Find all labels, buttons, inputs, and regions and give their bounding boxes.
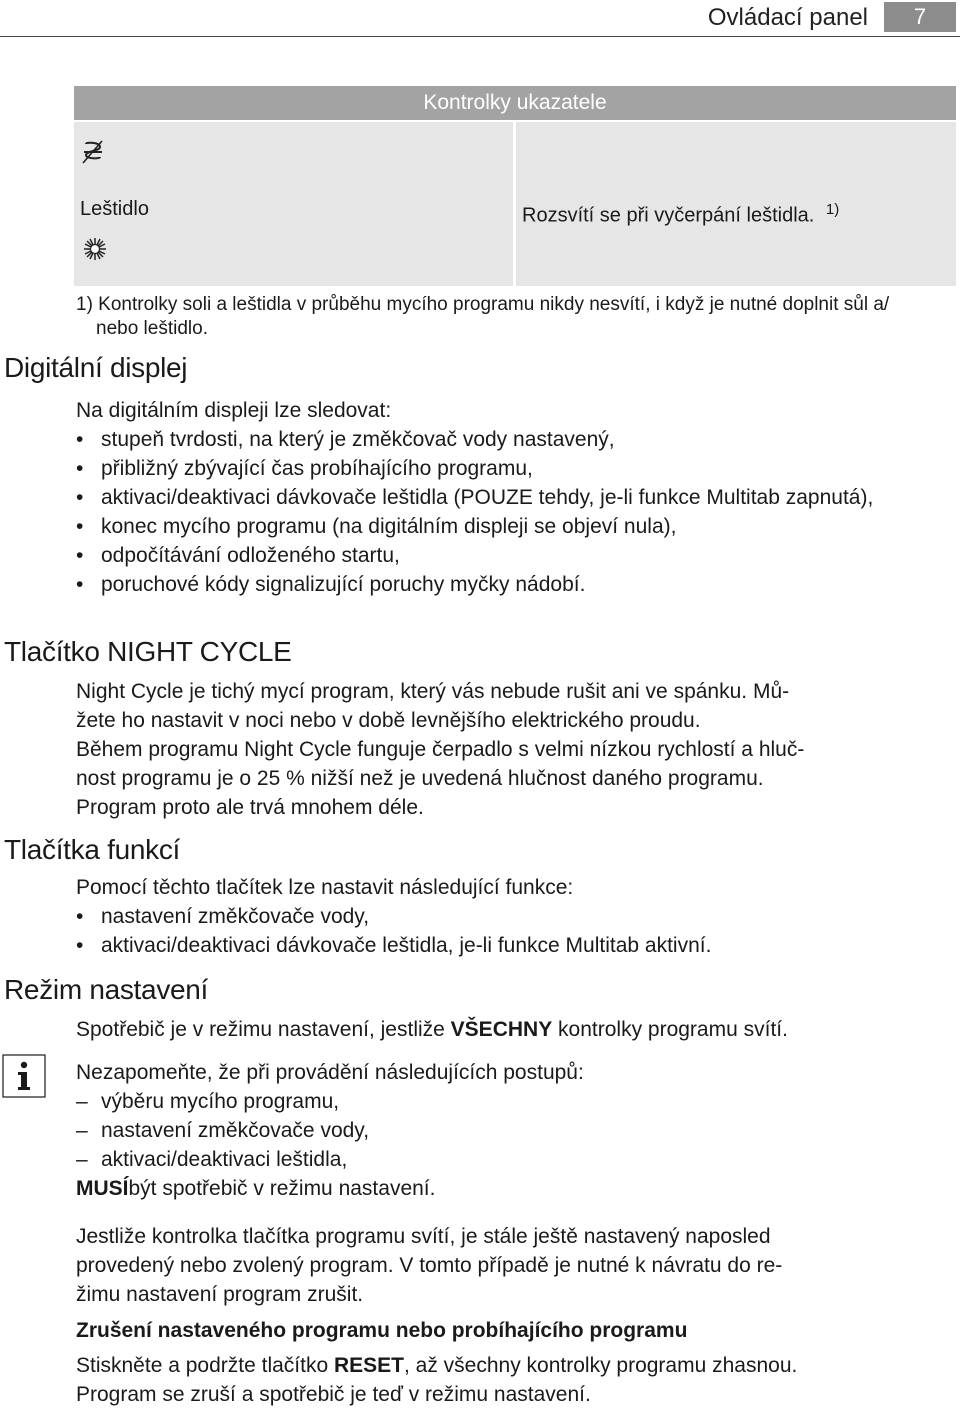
- page-header-title: Ovládací panel: [707, 4, 868, 31]
- row-description: Rozsvítí se při vyčerpání leštidla. $^{1)}$: [522, 201, 840, 227]
- list-item: • odpočítávání odloženého startu,: [76, 541, 956, 570]
- header-divider: [0, 36, 960, 37]
- row-label: Leštidlo: [80, 198, 149, 220]
- night-cycle-line: žete ho nastavit v noci nebo v době levnějšího elektrického proudu.: [76, 709, 701, 732]
- night-cycle-section: [76, 677, 956, 822]
- digital-display-section: [76, 396, 956, 599]
- settings-mode-line: [76, 1015, 956, 1044]
- night-cycle-line: Night Cycle je tichý mycí program, který vás nebude rušit ani ve spánku. Mů-: [76, 680, 790, 703]
- indicator-table: [74, 86, 956, 286]
- reset-line-1: [76, 1351, 956, 1380]
- list-item: • nastavení změkčovače vody,: [76, 902, 956, 931]
- footnote-ref: 1): [825, 201, 840, 218]
- info-intro: Nezapomeňte, že při provádění následujících postupů:: [76, 1061, 584, 1084]
- list-item: • poruchové kódy signalizující poruchy myčky nádobí.: [76, 570, 956, 599]
- reset-line-2: Program se zruší a spotřebič je teď v režimu nastavení.: [76, 1383, 591, 1406]
- paragraph-line: Jestliže kontrolka tlačítka programu svítí, je stále ještě nastavený naposled: [76, 1225, 771, 1248]
- section-heading-digital-display: Digitální displej: [4, 352, 188, 383]
- settings-info-block: [76, 1058, 956, 1203]
- list-item: – aktivaci/deaktivaci leštidla,: [76, 1145, 956, 1174]
- list-item: – výběru mycího programu,: [76, 1087, 956, 1116]
- list-item: • konec mycího programu (na digitálním displeji se objeví nula),: [76, 512, 956, 541]
- footnote: [76, 293, 956, 341]
- list-item: • aktivaci/deaktivaci dávkovače leštidla, je-li funkce Multitab aktivní.: [76, 931, 956, 960]
- section-heading-function-buttons: Tlačítka funkcí: [4, 834, 181, 865]
- sun-asterisk-icon: [82, 236, 108, 267]
- table-header: Kontrolky ukazatele: [74, 86, 956, 120]
- section-heading-night-cycle: Tlačítko NIGHT CYCLE: [4, 636, 292, 667]
- info-icon: [2, 1054, 46, 1103]
- digital-display-intro: Na digitálním displeji lze sledovat:: [76, 399, 392, 422]
- paragraph-line: provedený nebo zvolený program. V tomto případě je nutné k návratu do re-: [76, 1254, 783, 1277]
- settings-text: kontrolky programu svítí.: [552, 1018, 788, 1041]
- page-number-badge: 7: [884, 2, 956, 32]
- function-buttons-section: [76, 873, 956, 960]
- digital-display-list: [76, 425, 956, 599]
- paragraph-line: žimu nastavení program zrušit.: [76, 1283, 364, 1306]
- cancel-program-heading: Zrušení nastaveného programu nebo probíhajícího programu: [76, 1319, 688, 1342]
- night-cycle-line: Během programu Night Cycle funguje čerpadlo s velmi nízkou rychlostí a hluč-: [76, 738, 805, 761]
- night-cycle-line: Program proto ale trvá mnohem déle.: [76, 796, 424, 819]
- footnote-line-1: 1) Kontrolky soli a leštidla v průběhu mycího programu nikdy nesvítí, i když je nutné doplnit sůl a/: [76, 294, 890, 315]
- table-divider-vertical: [513, 122, 516, 286]
- function-buttons-list: [76, 902, 956, 960]
- footnote-line-2: nebo leštidlo.: [96, 318, 208, 339]
- reset-button-label: RESET: [333, 1354, 404, 1377]
- list-item: • aktivaci/deaktivaci dávkovače leštidla (POUZE tehdy, je-li funkce Multitab zapnutá),: [76, 483, 946, 512]
- must-text: být spotřebič v režimu nastavení.: [128, 1177, 436, 1200]
- info-list: [76, 1087, 956, 1174]
- must-emphasis: MUSÍ: [76, 1177, 129, 1200]
- settings-paragraph: [76, 1222, 956, 1309]
- symbol-icon: [80, 138, 106, 171]
- section-heading-settings-mode: Režim nastavení: [4, 974, 209, 1005]
- function-buttons-intro: Pomocí těchto tlačítek lze nastavit následující funkce:: [76, 876, 574, 899]
- settings-emphasis: VŠECHNY: [450, 1018, 553, 1041]
- list-item: – nastavení změkčovače vody,: [76, 1116, 956, 1145]
- list-item: • stupeň tvrdosti, na který je změkčovač vody nastavený,: [76, 425, 956, 454]
- reset-instructions: [76, 1351, 956, 1409]
- list-item: • přibližný zbývající čas probíhajícího programu,: [76, 454, 956, 483]
- night-cycle-line: nost programu je o 25 % nižší než je uvedená hlučnost daného programu.: [76, 767, 764, 790]
- reset-text: Stiskněte a podržte tlačítko: [76, 1354, 334, 1377]
- settings-text: Spotřebič je v režimu nastavení, jestliže: [76, 1018, 451, 1041]
- reset-text: , až všechny kontrolky programu zhasnou.: [403, 1354, 798, 1377]
- must-line: [76, 1174, 956, 1203]
